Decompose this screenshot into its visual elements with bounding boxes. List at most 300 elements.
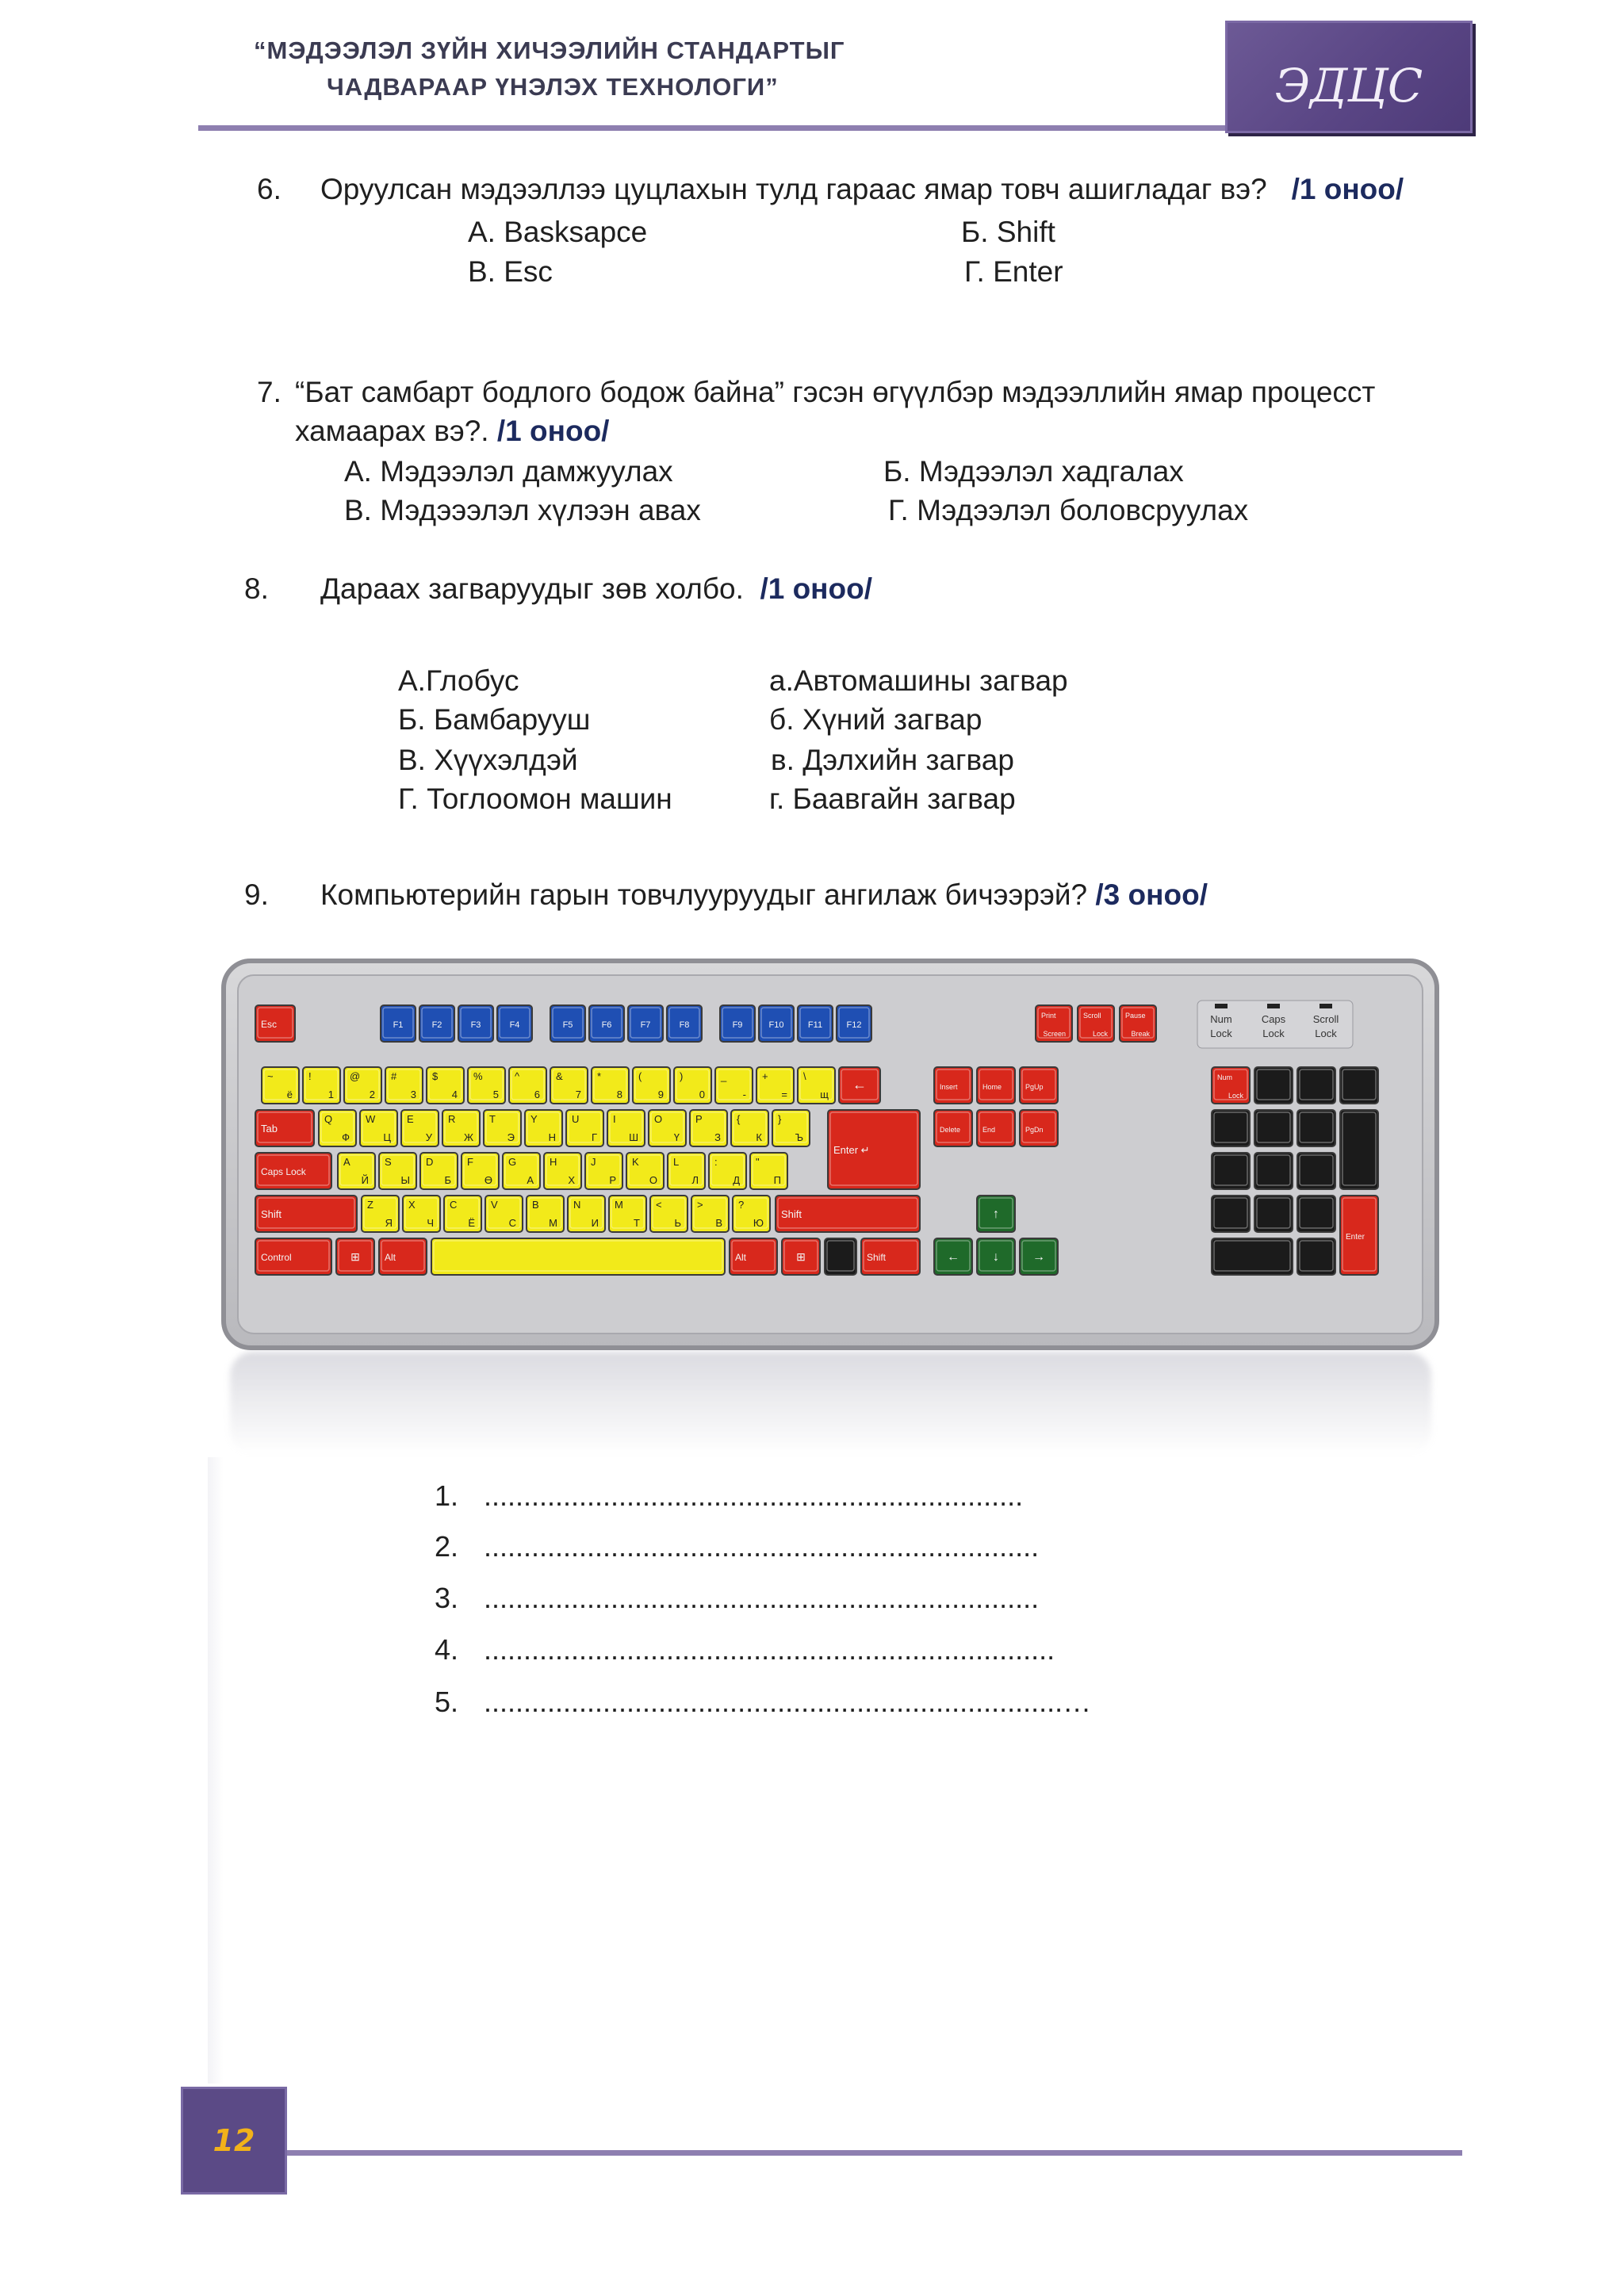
key-numpad bbox=[1254, 1110, 1293, 1146]
key-label: F7 bbox=[640, 1020, 651, 1030]
key-label: V bbox=[491, 1199, 498, 1211]
key-label-cyrillic: Б bbox=[444, 1174, 451, 1186]
key-label: F bbox=[467, 1156, 473, 1168]
key-label: Insert bbox=[940, 1083, 958, 1091]
key-char bbox=[338, 1153, 375, 1189]
key-label: { bbox=[737, 1113, 741, 1125]
footer-rule bbox=[287, 2150, 1462, 2156]
q8-right-item: а.Автомашины загвар bbox=[769, 664, 1068, 697]
page-shadow bbox=[208, 1457, 224, 2084]
key-f10 bbox=[759, 1005, 794, 1042]
key-char bbox=[427, 1067, 464, 1104]
key-char bbox=[509, 1067, 546, 1104]
key-label: → bbox=[1032, 1250, 1045, 1264]
answer-number: 4. bbox=[435, 1633, 459, 1666]
key-label-cyrillic: Г bbox=[591, 1131, 597, 1143]
q6-option-c: В. Esc bbox=[468, 255, 553, 288]
key-menu bbox=[825, 1238, 856, 1275]
key-char bbox=[585, 1153, 622, 1189]
key-numpad bbox=[1297, 1196, 1335, 1232]
key-sys bbox=[1078, 1005, 1114, 1042]
key-label: % bbox=[473, 1070, 483, 1082]
question-points: /1 оноо/ bbox=[496, 415, 610, 447]
key-label-cyrillic: Ь bbox=[674, 1217, 681, 1229]
key-label-cyrillic: П bbox=[773, 1174, 781, 1186]
key-label: F1 bbox=[393, 1020, 404, 1030]
indicator-label: Scroll bbox=[1312, 1013, 1339, 1025]
key-label: C bbox=[450, 1199, 458, 1211]
key-label: > bbox=[697, 1199, 703, 1211]
q8-left-item: А.Глобус bbox=[398, 664, 519, 697]
key-shift-left bbox=[255, 1196, 357, 1232]
key-label: Pause bbox=[1125, 1012, 1146, 1020]
key-label-cyrillic: О bbox=[649, 1174, 657, 1186]
key-label: W bbox=[366, 1113, 376, 1125]
key-char bbox=[485, 1196, 523, 1232]
indicator-label: Lock bbox=[1262, 1027, 1285, 1039]
key-sys bbox=[1120, 1005, 1156, 1042]
key-label-cyrillic: З bbox=[714, 1131, 721, 1143]
key-numpad bbox=[1254, 1067, 1293, 1104]
key-char bbox=[691, 1196, 729, 1232]
key-numpad bbox=[1297, 1110, 1335, 1146]
key-label-cyrillic: Ц bbox=[383, 1131, 391, 1143]
key-arrow-right bbox=[1020, 1238, 1058, 1275]
key-char bbox=[401, 1110, 439, 1146]
question-number: 6. bbox=[257, 173, 282, 205]
key-f2 bbox=[419, 1005, 454, 1042]
key-char bbox=[544, 1153, 581, 1189]
key-label: Shift bbox=[781, 1208, 802, 1220]
key-char bbox=[709, 1153, 746, 1189]
key-nav bbox=[1020, 1110, 1058, 1146]
key-label: I bbox=[613, 1113, 616, 1125]
key-label-cyrillic: Ы bbox=[400, 1174, 410, 1186]
key-arrow-up bbox=[977, 1196, 1015, 1232]
key-numpad-del bbox=[1297, 1238, 1335, 1275]
key-char bbox=[609, 1196, 646, 1232]
key-label: Control bbox=[261, 1252, 292, 1263]
key-char bbox=[462, 1153, 499, 1189]
key-char bbox=[444, 1196, 481, 1232]
key-char bbox=[668, 1153, 705, 1189]
key-label: Q bbox=[324, 1113, 333, 1125]
key-windows-right bbox=[782, 1238, 820, 1275]
key-char bbox=[442, 1110, 480, 1146]
question-text-line-1: “Бат самбарт бодлого бодож байна” гэсэн өгүүлбэр мэдээллийн ямар процесст bbox=[295, 376, 1376, 408]
key-label: N bbox=[573, 1199, 581, 1211]
key-numpad-zero bbox=[1212, 1238, 1293, 1275]
indicator-label: Lock bbox=[1210, 1027, 1232, 1039]
key-label-cyrillic: Ө bbox=[484, 1174, 492, 1186]
key-nav bbox=[934, 1067, 972, 1104]
answer-line bbox=[435, 1479, 1023, 1513]
key-label: S bbox=[385, 1156, 392, 1168]
answer-line bbox=[435, 1633, 1055, 1667]
key-label: Tab bbox=[261, 1123, 278, 1135]
key-label: ⊞ bbox=[796, 1250, 806, 1263]
key-label: K bbox=[632, 1156, 639, 1168]
key-label: Scroll bbox=[1083, 1012, 1101, 1020]
header-title-line-2: ЧАДВАРААР ҮНЭЛЭХ ТЕХНОЛОГИ” bbox=[327, 73, 779, 101]
question-number: 9. bbox=[244, 878, 269, 911]
key-label: G bbox=[508, 1156, 517, 1168]
key-label: PgUp bbox=[1025, 1083, 1044, 1091]
key-label-cyrillic: И bbox=[591, 1217, 599, 1229]
key-label: # bbox=[391, 1070, 397, 1082]
key-label: F6 bbox=[601, 1020, 612, 1030]
key-label-cyrillic: Ъ bbox=[795, 1131, 803, 1143]
key-char bbox=[650, 1196, 688, 1232]
key-char bbox=[484, 1110, 521, 1146]
key-label: E bbox=[407, 1113, 414, 1125]
indicator-label: Lock bbox=[1315, 1027, 1337, 1039]
question-text: Дараах загваруудыг зөв холбо. bbox=[320, 572, 744, 605]
key-label-cyrillic: Э bbox=[507, 1131, 515, 1143]
key-char bbox=[649, 1110, 686, 1146]
key-char bbox=[379, 1153, 416, 1189]
key-label: ⊞ bbox=[350, 1250, 360, 1263]
key-label-cyrillic: 6 bbox=[534, 1089, 540, 1100]
key-label: F12 bbox=[846, 1020, 862, 1030]
q8-left-item: Г. Тоглоомон машин bbox=[398, 783, 672, 815]
question-6 bbox=[257, 173, 1404, 206]
key-char bbox=[772, 1110, 810, 1146]
key-f6 bbox=[589, 1005, 624, 1042]
keyboard-svg bbox=[220, 958, 1440, 1354]
key-label: B bbox=[532, 1199, 539, 1211]
key-label: Num bbox=[1217, 1073, 1233, 1081]
indicator-led bbox=[1215, 1004, 1228, 1008]
question-8 bbox=[244, 572, 873, 606]
key-label: Caps Lock bbox=[261, 1166, 306, 1177]
key-char bbox=[303, 1067, 340, 1104]
key-label: T bbox=[489, 1113, 496, 1125]
badge-label: ЭДЦС bbox=[1274, 59, 1423, 113]
key-char bbox=[568, 1196, 605, 1232]
key-char bbox=[690, 1110, 727, 1146]
question-text: Оруулсан мэдээллээ цуцлахын тулд гараас ямар товч ашигладаг вэ? bbox=[320, 173, 1267, 205]
key-label: F3 bbox=[470, 1020, 481, 1030]
key-label: Alt bbox=[735, 1252, 747, 1263]
key-label: X bbox=[408, 1199, 416, 1211]
key-label: H bbox=[550, 1156, 557, 1168]
key-label: < bbox=[656, 1199, 662, 1211]
key-label-cyrillic: 3 bbox=[410, 1089, 416, 1100]
key-char bbox=[733, 1196, 770, 1232]
key-label: ? bbox=[738, 1199, 745, 1211]
key-enter bbox=[828, 1110, 920, 1189]
key-label: ↓ bbox=[993, 1250, 999, 1264]
answer-blank: ...................................................................... bbox=[484, 1582, 1040, 1614]
key-numpad bbox=[1212, 1153, 1250, 1189]
key-numpad bbox=[1297, 1067, 1335, 1104]
key-label: F4 bbox=[509, 1020, 520, 1030]
key-label: F8 bbox=[679, 1020, 690, 1030]
key-char bbox=[750, 1153, 787, 1189]
key-f12 bbox=[837, 1005, 871, 1042]
key-label: F2 bbox=[431, 1020, 442, 1030]
key-label: + bbox=[762, 1070, 768, 1082]
key-label: O bbox=[654, 1113, 663, 1125]
key-label-cyrillic: Я bbox=[385, 1217, 393, 1229]
key-backspace bbox=[839, 1067, 880, 1104]
answer-blank: .........................................................................… bbox=[484, 1686, 1092, 1718]
key-numpad-enter bbox=[1340, 1196, 1378, 1275]
key-label: ^ bbox=[515, 1070, 520, 1082]
key-label-cyrillic: Lock bbox=[1228, 1092, 1243, 1100]
key-label: ! bbox=[308, 1070, 312, 1082]
key-label: ( bbox=[638, 1070, 642, 1082]
key-label: U bbox=[572, 1113, 580, 1125]
key-label-cyrillic: = bbox=[781, 1089, 787, 1100]
answer-blank: ........................................................................ bbox=[484, 1633, 1055, 1666]
key-sys bbox=[1036, 1005, 1072, 1042]
key-char bbox=[420, 1153, 458, 1189]
key-label-cyrillic: Ш bbox=[629, 1131, 638, 1143]
key-label-cyrillic: М bbox=[549, 1217, 557, 1229]
key-label-cyrillic: Р bbox=[609, 1174, 616, 1186]
key-f7 bbox=[628, 1005, 663, 1042]
key-label: Y bbox=[530, 1113, 538, 1125]
key-label: * bbox=[597, 1070, 602, 1082]
q8-left-item: Б. Бамбарууш bbox=[398, 703, 591, 736]
question-points: /1 оноо/ bbox=[760, 572, 873, 605]
key-char bbox=[362, 1196, 399, 1232]
key-label-cyrillic: 0 bbox=[699, 1089, 705, 1100]
key-label-cyrillic: 4 bbox=[451, 1089, 458, 1100]
key-label: Print bbox=[1041, 1012, 1056, 1020]
key-char bbox=[385, 1067, 423, 1104]
key-windows bbox=[336, 1238, 374, 1275]
key-label-cyrillic: Л bbox=[691, 1174, 699, 1186]
key-label: D bbox=[426, 1156, 434, 1168]
key-alt-right bbox=[730, 1238, 777, 1275]
key-label: Alt bbox=[385, 1252, 396, 1263]
key-char bbox=[715, 1067, 753, 1104]
answer-number: 2. bbox=[435, 1530, 459, 1563]
key-label-cyrillic: У bbox=[425, 1131, 432, 1143]
key-numpad bbox=[1297, 1153, 1335, 1189]
key-char bbox=[262, 1067, 299, 1104]
key-label: PgDn bbox=[1025, 1126, 1044, 1134]
key-label-cyrillic: Ё bbox=[468, 1217, 475, 1229]
key-label-cyrillic: К bbox=[756, 1131, 762, 1143]
key-label-cyrillic: 9 bbox=[657, 1089, 664, 1100]
key-num-lock bbox=[1212, 1067, 1250, 1104]
key-space bbox=[431, 1238, 725, 1275]
q8-left-item: В. Хүүхэлдэй bbox=[398, 744, 578, 776]
key-tab bbox=[255, 1110, 314, 1146]
key-alt-left bbox=[379, 1238, 427, 1275]
key-char bbox=[527, 1196, 564, 1232]
q6-option-d: Г. Enter bbox=[964, 255, 1063, 288]
key-label: _ bbox=[721, 1070, 727, 1082]
question-text: Компьютерийн гарын товчлууруудыг ангилаж бичээрэй? bbox=[320, 878, 1088, 911]
keyboard-illustration bbox=[220, 958, 1440, 1354]
key-label: P bbox=[695, 1113, 703, 1125]
question-7-line-2 bbox=[295, 415, 609, 448]
key-char bbox=[674, 1067, 711, 1104]
key-label-cyrillic: Break bbox=[1131, 1030, 1150, 1038]
answer-blank: ...................................................................... bbox=[484, 1530, 1040, 1563]
key-label: Enter ↵ bbox=[833, 1144, 870, 1156]
key-f4 bbox=[497, 1005, 532, 1042]
key-arrow-down bbox=[977, 1238, 1015, 1275]
key-label: L bbox=[673, 1156, 680, 1168]
key-label-cyrillic: С bbox=[508, 1217, 516, 1229]
keyboard-reflection bbox=[230, 1352, 1431, 1455]
key-nav bbox=[977, 1067, 1015, 1104]
key-f3 bbox=[458, 1005, 493, 1042]
key-char bbox=[344, 1067, 381, 1104]
key-label: ↑ bbox=[993, 1207, 999, 1221]
key-label-cyrillic: Х bbox=[568, 1174, 575, 1186]
indicator-led bbox=[1267, 1004, 1280, 1008]
key-char bbox=[592, 1067, 629, 1104]
key-nav bbox=[977, 1110, 1015, 1146]
key-char bbox=[756, 1067, 794, 1104]
key-label: F10 bbox=[768, 1020, 784, 1030]
key-control bbox=[255, 1238, 331, 1275]
key-char bbox=[566, 1110, 603, 1146]
page-number: 12 bbox=[213, 2123, 255, 2158]
q7-option-a: А. Мэдээлэл дамжуулах bbox=[344, 455, 673, 488]
question-points: /1 оноо/ bbox=[1291, 173, 1404, 205]
key-label-cyrillic: Т bbox=[634, 1217, 640, 1229]
key-label: : bbox=[714, 1156, 718, 1168]
q6-option-a: А. Basksapce bbox=[468, 216, 648, 248]
key-label-cyrillic: В bbox=[715, 1217, 722, 1229]
key-numpad bbox=[1340, 1067, 1378, 1104]
question-9 bbox=[244, 878, 1208, 912]
key-label-cyrillic: Д bbox=[733, 1174, 740, 1186]
key-label-cyrillic: щ bbox=[820, 1089, 829, 1100]
key-label: $ bbox=[432, 1070, 439, 1082]
key-char bbox=[798, 1067, 835, 1104]
key-label: Home bbox=[982, 1083, 1002, 1091]
key-char bbox=[626, 1153, 664, 1189]
key-char bbox=[731, 1110, 768, 1146]
q8-right-item: в. Дэлхийн загвар bbox=[771, 744, 1014, 776]
answer-number: 3. bbox=[435, 1582, 459, 1614]
key-label: ) bbox=[680, 1070, 684, 1082]
key-control-right bbox=[861, 1238, 920, 1275]
key-char bbox=[468, 1067, 505, 1104]
q8-right-item: г. Баавгайн загвар bbox=[769, 783, 1016, 815]
key-label: ← bbox=[852, 1077, 867, 1093]
key-label-cyrillic: 7 bbox=[575, 1089, 581, 1100]
key-f9 bbox=[720, 1005, 755, 1042]
q7-option-b: Б. Мэдээлэл хадгалах bbox=[883, 455, 1184, 488]
key-label: A bbox=[343, 1156, 350, 1168]
key-label-cyrillic: Н bbox=[548, 1131, 556, 1143]
key-f5 bbox=[550, 1005, 585, 1042]
key-label-cyrillic: ё bbox=[286, 1089, 293, 1100]
key-label-cyrillic: 5 bbox=[492, 1089, 499, 1100]
key-nav bbox=[934, 1110, 972, 1146]
answer-line bbox=[435, 1530, 1039, 1563]
key-label: M bbox=[615, 1199, 623, 1211]
key-label-cyrillic: Й bbox=[361, 1174, 369, 1186]
key-label: } bbox=[778, 1113, 782, 1125]
key-shift-right bbox=[776, 1196, 920, 1232]
key-label-cyrillic: Ж bbox=[463, 1131, 473, 1143]
key-label-cyrillic: Screen bbox=[1043, 1030, 1066, 1038]
answer-number: 1. bbox=[435, 1479, 459, 1512]
key-f8 bbox=[667, 1005, 702, 1042]
key-label: Delete bbox=[940, 1126, 961, 1134]
key-label-cyrillic: Ү bbox=[673, 1131, 680, 1143]
key-label: ~ bbox=[267, 1070, 274, 1082]
key-char bbox=[403, 1196, 440, 1232]
key-label-cyrillic: - bbox=[742, 1089, 746, 1100]
key-numpad-plus bbox=[1340, 1110, 1378, 1189]
header-badge bbox=[1225, 21, 1473, 133]
key-label: " bbox=[756, 1156, 760, 1168]
answer-line bbox=[435, 1582, 1039, 1615]
key-esc bbox=[255, 1005, 295, 1042]
indicator-label: Num bbox=[1210, 1013, 1232, 1025]
key-label: J bbox=[591, 1156, 596, 1168]
key-f1 bbox=[381, 1005, 416, 1042]
key-numpad bbox=[1254, 1153, 1293, 1189]
key-label-cyrillic: Lock bbox=[1092, 1030, 1108, 1038]
key-label: Shift bbox=[867, 1252, 887, 1263]
key-label-cyrillic: Ю bbox=[753, 1217, 764, 1229]
key-label: R bbox=[448, 1113, 456, 1125]
page-number-box bbox=[181, 2087, 287, 2195]
key-char bbox=[607, 1110, 645, 1146]
question-text-line-2: хамаарах вэ?. bbox=[295, 415, 489, 447]
key-label-cyrillic: 2 bbox=[369, 1089, 375, 1100]
q8-right-item: б. Хүний загвар bbox=[769, 703, 982, 736]
question-number: 7. bbox=[257, 376, 282, 408]
key-char bbox=[503, 1153, 540, 1189]
key-char bbox=[633, 1067, 670, 1104]
key-label: End bbox=[982, 1126, 996, 1134]
indicator-led bbox=[1320, 1004, 1332, 1008]
key-label: F9 bbox=[732, 1020, 743, 1030]
header-title-line-1: “МЭДЭЭЛЭЛ ЗҮЙН ХИЧЭЭЛИЙН СТАНДАРТЫГ bbox=[254, 36, 845, 64]
indicator-label: Caps bbox=[1261, 1013, 1286, 1025]
key-label: Esc bbox=[261, 1019, 278, 1030]
key-label-cyrillic: 1 bbox=[327, 1089, 334, 1100]
key-numpad bbox=[1212, 1110, 1250, 1146]
q6-option-b: Б. Shift bbox=[961, 216, 1055, 248]
key-caps-lock bbox=[255, 1153, 331, 1189]
key-char bbox=[319, 1110, 356, 1146]
key-char bbox=[550, 1067, 588, 1104]
answer-number: 5. bbox=[435, 1686, 459, 1718]
key-arrow-left bbox=[934, 1238, 972, 1275]
key-label: F5 bbox=[562, 1020, 573, 1030]
answer-blank: .................................................................... bbox=[484, 1479, 1024, 1512]
key-label: Shift bbox=[261, 1208, 282, 1220]
question-points: /3 оноо/ bbox=[1095, 878, 1208, 911]
q7-option-c: В. Мэдэээлэл хүлээн авах bbox=[344, 494, 701, 526]
key-label: Z bbox=[367, 1199, 373, 1211]
key-numpad bbox=[1212, 1196, 1250, 1232]
key-label-cyrillic: Ф bbox=[342, 1131, 350, 1143]
key-label-cyrillic: 8 bbox=[616, 1089, 622, 1100]
key-numpad bbox=[1254, 1196, 1293, 1232]
key-label: @ bbox=[350, 1070, 361, 1082]
key-label-cyrillic: А bbox=[527, 1174, 534, 1186]
key-label: F11 bbox=[807, 1020, 823, 1030]
key-nav bbox=[1020, 1067, 1058, 1104]
answer-line bbox=[435, 1686, 1091, 1719]
